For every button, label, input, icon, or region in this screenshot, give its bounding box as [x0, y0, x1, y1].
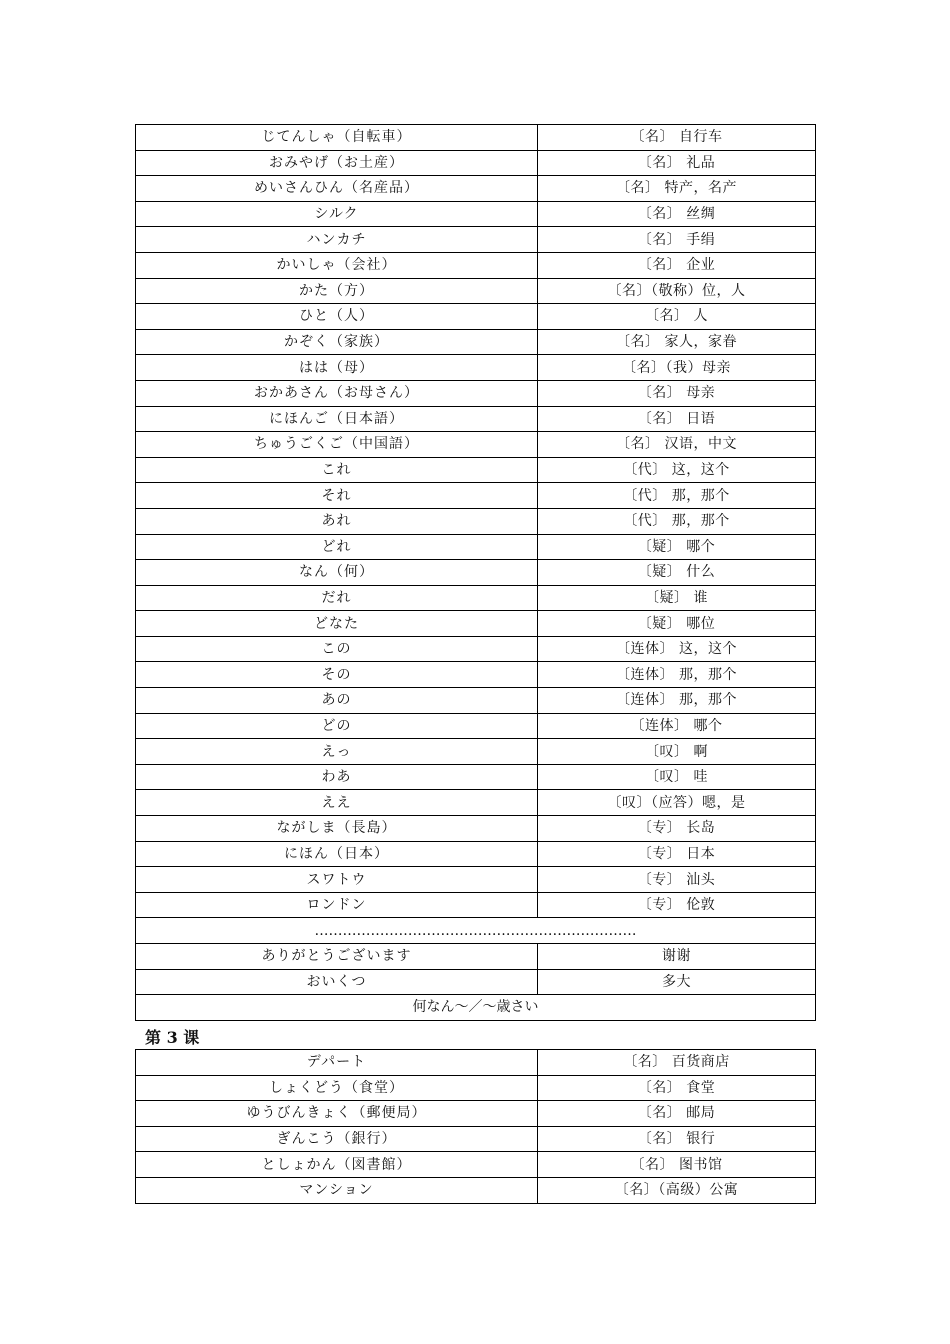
chinese-meaning-cell: 〔名〕 食堂	[538, 1075, 816, 1101]
chinese-meaning-cell: 〔名〕 邮局	[538, 1101, 816, 1127]
japanese-word-cell: ぎんこう（銀行）	[136, 1126, 538, 1152]
table-row	[136, 560, 816, 586]
sentence-pattern-cell: 何なん〜／〜歳さい	[136, 995, 816, 1021]
chinese-meaning-cell: 〔名〕 家人，家眷	[538, 329, 816, 355]
chinese-meaning-cell: 〔疑〕 谁	[538, 585, 816, 611]
chinese-meaning-cell: 〔名〕 企业	[538, 252, 816, 278]
japanese-word-cell: ゆうびんきょく（郵便局）	[136, 1101, 538, 1127]
table-row	[136, 1075, 816, 1101]
japanese-word-cell: おかあさん（お母さん）	[136, 380, 538, 406]
table-row	[136, 432, 816, 458]
table-row	[136, 380, 816, 406]
japanese-word-cell: それ	[136, 483, 538, 509]
chinese-meaning-cell: 〔名〕（我）母亲	[538, 355, 816, 381]
chinese-meaning-cell: 〔专〕 伦敦	[538, 892, 816, 918]
table-row	[136, 125, 816, 151]
table-row	[136, 252, 816, 278]
ellipsis-cell: ……………………………………………………………	[136, 918, 816, 944]
table-row	[136, 406, 816, 432]
japanese-word-cell: にほんご（日本語）	[136, 406, 538, 432]
japanese-word-cell: デパート	[136, 1050, 538, 1076]
vocabulary-table-body	[136, 1050, 816, 1204]
vocabulary-table-lesson-3	[135, 1049, 816, 1204]
chinese-meaning-cell: 〔名〕 母亲	[538, 380, 816, 406]
table-row	[136, 713, 816, 739]
chinese-meaning-cell: 〔名〕 汉语，中文	[538, 432, 816, 458]
table-row	[136, 304, 816, 330]
japanese-phrase-cell: おいくつ	[136, 969, 538, 995]
japanese-word-cell: めいさんひん（名産品）	[136, 176, 538, 202]
chinese-meaning-cell: 〔专〕 汕头	[538, 867, 816, 893]
chinese-meaning-cell: 〔疑〕 哪个	[538, 534, 816, 560]
table-row	[136, 662, 816, 688]
japanese-phrase-cell: ありがとうございます	[136, 944, 538, 970]
chinese-meaning-cell: 〔名〕 丝绸	[538, 201, 816, 227]
japanese-word-cell: としょかん（図書館）	[136, 1152, 538, 1178]
table-row	[136, 892, 816, 918]
chinese-meaning-cell: 〔连体〕 那，那个	[538, 688, 816, 714]
lesson-3-heading: 第 3 课	[145, 1028, 200, 1047]
chinese-meaning-cell: 〔叹〕 啊	[538, 739, 816, 765]
japanese-word-cell: じてんしゃ（自転車）	[136, 125, 538, 151]
table-row	[136, 611, 816, 637]
japanese-word-cell: ひと（人）	[136, 304, 538, 330]
table-row	[136, 816, 816, 842]
phrase-row	[136, 944, 816, 970]
chinese-meaning-cell: 〔名〕 百货商店	[538, 1050, 816, 1076]
table-row	[136, 150, 816, 176]
pattern-row	[136, 995, 816, 1021]
table-row	[136, 483, 816, 509]
japanese-word-cell: かぞく（家族）	[136, 329, 538, 355]
chinese-meaning-cell: 〔专〕 长岛	[538, 816, 816, 842]
table-row	[136, 176, 816, 202]
chinese-meaning-cell: 〔名〕 人	[538, 304, 816, 330]
japanese-word-cell: おみやげ（お土産）	[136, 150, 538, 176]
vocabulary-table-body	[136, 125, 816, 1021]
table-row	[136, 1152, 816, 1178]
table-row	[136, 534, 816, 560]
vocabulary-table-lesson-2	[135, 124, 816, 1021]
chinese-meaning-cell: 〔名〕 礼品	[538, 150, 816, 176]
chinese-meaning-cell: 〔代〕 那，那个	[538, 483, 816, 509]
japanese-word-cell: ハンカチ	[136, 227, 538, 253]
table-row	[136, 688, 816, 714]
table-row	[136, 201, 816, 227]
chinese-meaning-cell: 〔叹〕（应答）嗯，是	[538, 790, 816, 816]
table-row	[136, 278, 816, 304]
chinese-meaning-cell: 〔连体〕 哪个	[538, 713, 816, 739]
table-row	[136, 508, 816, 534]
table-row	[136, 585, 816, 611]
japanese-word-cell: かた（方）	[136, 278, 538, 304]
japanese-word-cell: どれ	[136, 534, 538, 560]
chinese-meaning-cell: 〔代〕 这，这个	[538, 457, 816, 483]
japanese-word-cell: マンション	[136, 1177, 538, 1203]
japanese-word-cell: どなた	[136, 611, 538, 637]
japanese-word-cell: スワトウ	[136, 867, 538, 893]
table-row	[136, 790, 816, 816]
japanese-word-cell: その	[136, 662, 538, 688]
table-row	[136, 636, 816, 662]
chinese-meaning-cell: 〔疑〕 哪位	[538, 611, 816, 637]
japanese-word-cell: この	[136, 636, 538, 662]
japanese-word-cell: しょくどう（食堂）	[136, 1075, 538, 1101]
chinese-meaning-cell: 〔名〕（敬称）位，人	[538, 278, 816, 304]
phrase-row	[136, 969, 816, 995]
table-row	[136, 329, 816, 355]
japanese-word-cell: シルク	[136, 201, 538, 227]
table-row	[136, 1126, 816, 1152]
chinese-meaning-cell: 〔专〕 日本	[538, 841, 816, 867]
chinese-meaning-cell: 〔名〕 手绢	[538, 227, 816, 253]
japanese-word-cell: あれ	[136, 508, 538, 534]
chinese-meaning-cell: 〔名〕 特产，名产	[538, 176, 816, 202]
japanese-word-cell: ええ	[136, 790, 538, 816]
chinese-meaning-cell: 谢谢	[538, 944, 816, 970]
chinese-meaning-cell: 〔疑〕 什么	[538, 560, 816, 586]
japanese-word-cell: ちゅうごくご（中国語）	[136, 432, 538, 458]
chinese-meaning-cell: 〔连体〕 这，这个	[538, 636, 816, 662]
table-row	[136, 355, 816, 381]
japanese-word-cell: どの	[136, 713, 538, 739]
chinese-meaning-cell: 〔名〕 日语	[538, 406, 816, 432]
chinese-meaning-cell: 〔名〕 自行车	[538, 125, 816, 151]
japanese-word-cell: えっ	[136, 739, 538, 765]
japanese-word-cell: ロンドン	[136, 892, 538, 918]
japanese-word-cell: なん（何）	[136, 560, 538, 586]
table-row	[136, 764, 816, 790]
japanese-word-cell: これ	[136, 457, 538, 483]
japanese-word-cell: だれ	[136, 585, 538, 611]
japanese-word-cell: かいしゃ（会社）	[136, 252, 538, 278]
table-row	[136, 841, 816, 867]
japanese-word-cell: にほん（日本）	[136, 841, 538, 867]
japanese-word-cell: はは（母）	[136, 355, 538, 381]
chinese-meaning-cell: 〔连体〕 那，那个	[538, 662, 816, 688]
table-row	[136, 1101, 816, 1127]
chinese-meaning-cell: 〔名〕 银行	[538, 1126, 816, 1152]
table-row	[136, 739, 816, 765]
chinese-meaning-cell: 〔叹〕 哇	[538, 764, 816, 790]
chinese-meaning-cell: 〔名〕 图书馆	[538, 1152, 816, 1178]
table-row	[136, 227, 816, 253]
table-row	[136, 457, 816, 483]
japanese-word-cell: ながしま（長島）	[136, 816, 538, 842]
chinese-meaning-cell: 〔名〕（高级）公寓	[538, 1177, 816, 1203]
table-row	[136, 1177, 816, 1203]
japanese-word-cell: あの	[136, 688, 538, 714]
ellipsis-row	[136, 918, 816, 944]
table-row	[136, 1050, 816, 1076]
japanese-word-cell: わあ	[136, 764, 538, 790]
table-row	[136, 867, 816, 893]
chinese-meaning-cell: 〔代〕 那，那个	[538, 508, 816, 534]
chinese-meaning-cell: 多大	[538, 969, 816, 995]
